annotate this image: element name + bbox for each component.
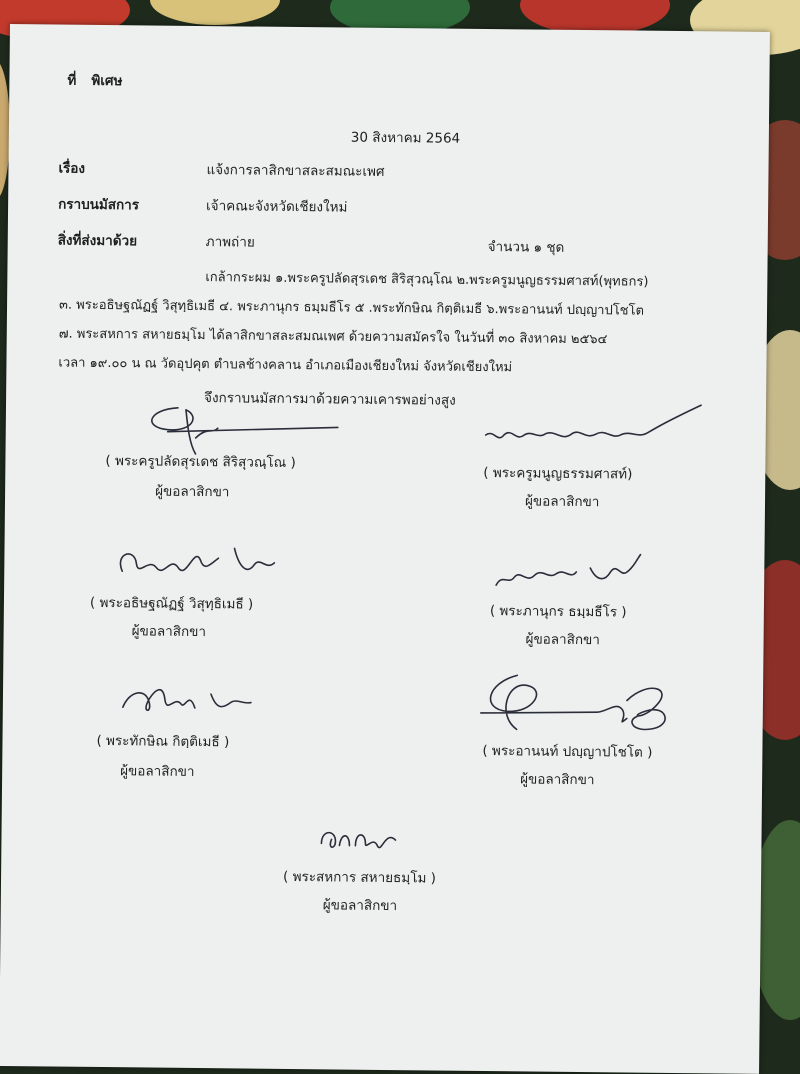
signatory-6-name: ( พระอานนท์ ปญฺญาปโชโต ) — [482, 742, 653, 761]
subject-text: แจ้งการลาสิกขาสละสมณะเพศ — [206, 162, 385, 180]
ref-value: พิเศษ — [91, 72, 123, 90]
signature-4-image — [490, 545, 651, 597]
signature-5-image — [119, 673, 259, 722]
ref-label: ที่ — [67, 72, 77, 89]
signatory-7-name: ( พระสหการ สหายธมฺโม ) — [282, 868, 437, 887]
signature-3-image — [114, 533, 285, 589]
attachment-quantity: จำนวน ๑ ชุด — [487, 239, 565, 256]
signatory-2-name: ( พระครูมนูญธรรมศาสท์) — [483, 464, 633, 483]
body-line-1: เกล้ากระผม ๑.พระครูปลัดสุรเดช สิริสุวณฺโณ ๒.พระครูมนูญธรรมศาสท์(พุทธกร) — [205, 270, 649, 290]
signatory-3-role: ผู้ขอลาสิกขา — [131, 623, 207, 641]
signature-6-image — [477, 669, 678, 741]
body-line-3: ๗. พระสหการ สหายธมฺโม ได้ลาสิกขาสละสมณเพศ ด้วยความสมัครใจ ในวันที่ ๓๐ สิงหาคม ๒๕๖๔ — [58, 326, 608, 348]
signatory-4-name: ( พระภานุกร ธมฺมธีโร ) — [489, 603, 627, 621]
body-line-2: ๓. พระอธิษฐณัฏฐ์ วิสุทฺธิเมธี ๔. พระภานุกร ธมฺมธีโร ๕ .พระทักษิณ กิตฺติเมธี ๖.พระอานนท์ ปญฺญาปโชโต — [58, 297, 645, 319]
attachment-label: สิ่งที่ส่งมาด้วย — [57, 232, 138, 250]
signatory-5-role: ผู้ขอลาสิกขา — [120, 763, 195, 780]
signatory-3-name: ( พระอธิษฐณัฏฐ์ วิสุทฺธิเมธี ) — [89, 594, 254, 613]
signatory-5-name: ( พระทักษิณ กิตฺติเมธี ) — [96, 732, 230, 751]
signatory-1-name: ( พระครูปลัดสุรเดช สิริสุวณฺโณ ) — [105, 453, 296, 472]
signatory-7-role: ผู้ขอลาสิกขา — [322, 897, 398, 915]
signature-7-image — [315, 815, 405, 856]
recipient-label: กราบนมัสการ — [58, 196, 140, 214]
body-line-4: เวลา ๑๙.๐๐ น ณ วัดอุปคุต ตำบลช้างคลาน อำเภอเมืองเชียงใหม่ จังหวัดเชียงใหม่ — [58, 355, 513, 376]
recipient-text: เจ้าคณะจังหวัดเชียงใหม่ — [206, 198, 348, 216]
signatory-6-role: ผู้ขอลาสิกขา — [520, 771, 595, 789]
signature-2-image — [475, 399, 706, 461]
signatory-4-role: ผู้ขอลาสิกขา — [525, 631, 600, 649]
attachment-text: ภาพถ่าย — [205, 234, 255, 251]
signatory-1-role: ผู้ขอลาสิกขา — [155, 483, 230, 501]
closing-line: จึงกราบนมัสการมาด้วยความเคารพอย่างสูง — [204, 390, 456, 409]
subject-label: เรื่อง — [58, 160, 86, 177]
letter-paper — [0, 24, 770, 1074]
signatory-2-role: ผู้ขอลาสิกขา — [524, 493, 600, 511]
letter-date: 30 สิงหาคม 2564 — [350, 129, 461, 147]
